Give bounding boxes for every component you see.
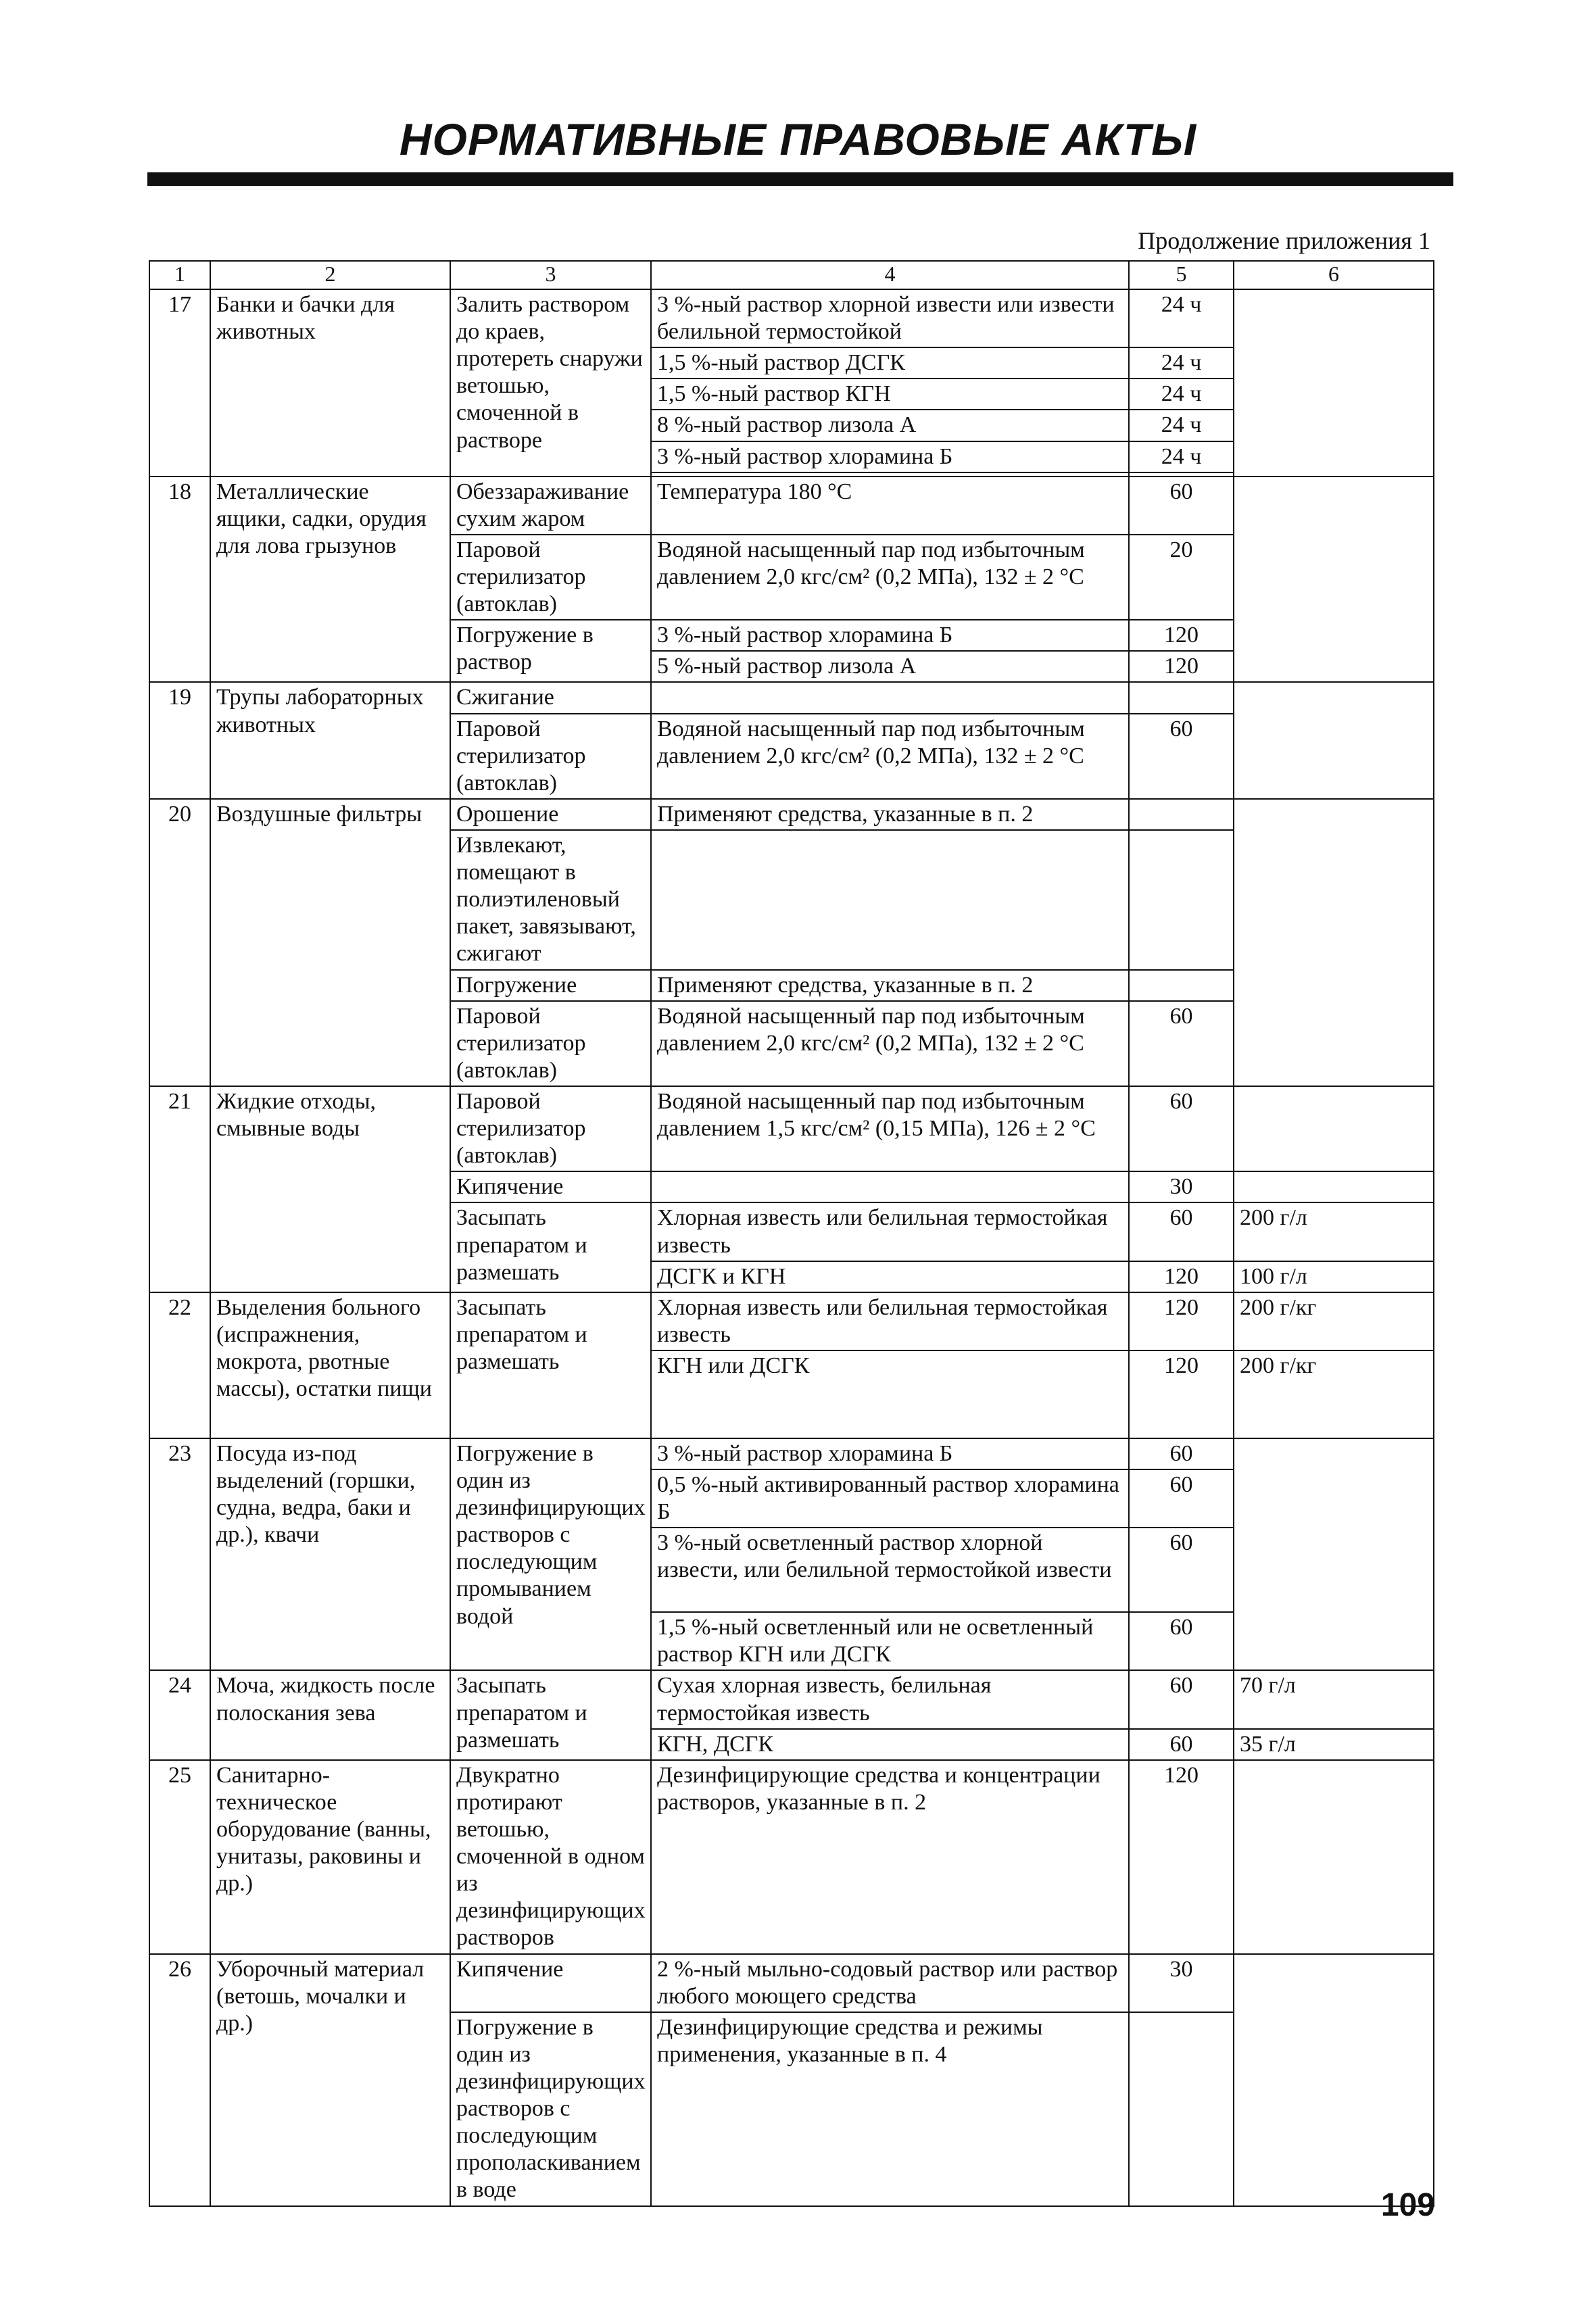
table-cell: Моча, жидкость после полоскания зева	[210, 1670, 450, 1759]
table-cell: Воздушные фильтры	[210, 799, 450, 1086]
table-row	[149, 1954, 1434, 2012]
table-cell: Водяной насыщенный пар под избыточным давлением 2,0 кгс/см² (0,2 МПа), 132 ± 2 °С	[651, 714, 1129, 799]
table-body	[149, 289, 1434, 2206]
table-cell: Извлекают, помещают в полиэтиленовый пакет, завязывают, сжигают	[450, 830, 651, 970]
table-cell: КГН или ДСГК	[651, 1350, 1129, 1438]
table-cell: Водяной насыщенный пар под избыточным давлением 2,0 кгс/см² (0,2 МПа), 132 ± 2 °С	[651, 1001, 1129, 1086]
table-row	[149, 682, 1434, 713]
table-row	[149, 1670, 1434, 1728]
table-cell: 120	[1129, 1760, 1234, 1954]
table-row	[149, 1086, 1434, 1171]
table-cell	[651, 1171, 1129, 1202]
table-cell: 18	[149, 477, 210, 683]
table-cell: 25	[149, 1760, 210, 1954]
page-header-title: НОРМАТИВНЫЕ ПРАВОВЫЕ АКТЫ	[399, 114, 1197, 164]
table-header-row	[149, 261, 1434, 289]
table-cell: 26	[149, 1954, 210, 2206]
table-cell: 60	[1129, 1729, 1234, 1760]
column-header: 2	[210, 261, 450, 289]
table-cell	[1234, 289, 1434, 477]
table-row	[149, 799, 1434, 830]
table-cell: 120	[1129, 1350, 1234, 1438]
table-cell: Дезинфицирующие средства и режимы применения, указанные в п. 4	[651, 2012, 1129, 2206]
table-cell	[651, 830, 1129, 970]
table-cell: Паровой стерилизатор (автоклав)	[450, 714, 651, 799]
table-cell: Погружение в один из дезинфицирующих растворов с последующим прополаскиванием в воде	[450, 2012, 651, 2206]
table-cell: Засыпать препаратом и размешать	[450, 1202, 651, 1292]
page-number: 109	[1380, 2187, 1435, 2223]
table-cell: 60	[1129, 1438, 1234, 1469]
column-header: 1	[149, 261, 210, 289]
table-cell: 20	[1129, 535, 1234, 620]
table-cell: Засыпать препаратом и размешать	[450, 1670, 651, 1759]
table-cell: Металлические ящики, садки, орудия для лова грызунов	[210, 477, 450, 683]
table-row	[149, 477, 1434, 535]
table-cell	[1234, 1760, 1434, 1954]
table-cell: 60	[1129, 1202, 1234, 1261]
table-cell: Сухая хлорная известь, белильная термостойкая известь	[651, 1670, 1129, 1728]
table-cell: 120	[1129, 1292, 1234, 1350]
table-cell: 24 ч	[1129, 410, 1234, 441]
table-cell: 70 г/л	[1234, 1670, 1434, 1728]
table-cell: 60	[1129, 1001, 1234, 1086]
table-cell: Паровой стерилизатор (автоклав)	[450, 535, 651, 620]
column-header: 3	[450, 261, 651, 289]
table-cell: Применяют средства, указанные в п. 2	[651, 970, 1129, 1001]
table-cell	[1234, 1438, 1434, 1671]
table-cell: Применяют средства, указанные в п. 2	[651, 799, 1129, 830]
table-cell	[1129, 682, 1234, 713]
table-cell	[1234, 1171, 1434, 1202]
table-cell: Засыпать препаратом и размешать	[450, 1292, 651, 1438]
column-header: 5	[1129, 261, 1234, 289]
table-cell: 100 г/л	[1234, 1261, 1434, 1292]
table-cell: Кипячение	[450, 1171, 651, 1202]
table-cell: 5 %-ный раствор лизола А	[651, 651, 1129, 682]
table-cell: 24 ч	[1129, 379, 1234, 410]
table-cell: Паровой стерилизатор (автоклав)	[450, 1001, 651, 1086]
table-cell	[1234, 682, 1434, 798]
table-cell	[1234, 1954, 1434, 2206]
table-cell: 24 ч	[1129, 441, 1234, 472]
table-cell: 60	[1129, 714, 1234, 799]
column-header: 6	[1234, 261, 1434, 289]
table-cell: Уборочный материал (ветошь, мочалки и др.)	[210, 1954, 450, 2206]
table-cell	[651, 682, 1129, 713]
table-cell: Погружение в раствор	[450, 620, 651, 682]
table-cell: 1,5 %-ный раствор КГН	[651, 379, 1129, 410]
table-cell: Водяной насыщенный пар под избыточным давлением 1,5 кгс/см² (0,15 МПа), 126 ± 2 °С	[651, 1086, 1129, 1171]
table-cell: Хлорная известь или белильная термостойкая известь	[651, 1202, 1129, 1261]
table-cell: Трупы лабораторных животных	[210, 682, 450, 798]
table-cell: 21	[149, 1086, 210, 1292]
table-cell: 19	[149, 682, 210, 798]
table-cell	[1129, 970, 1234, 1001]
header-rule	[147, 172, 1453, 186]
table-cell: Кипячение	[450, 1954, 651, 2012]
table-cell: 3 %-ный раствор хлорамина Б	[651, 1438, 1129, 1469]
table-cell: 2 %-ный мыльно-содовый раствор или раствор любого моющего средства	[651, 1954, 1129, 2012]
column-header: 4	[651, 261, 1129, 289]
table-cell: 8 %-ный раствор лизола А	[651, 410, 1129, 441]
table-cell: 60	[1129, 1612, 1234, 1670]
table-cell	[1129, 830, 1234, 970]
table-cell: 200 г/л	[1234, 1202, 1434, 1261]
table-cell: Двукратно протирают ветошью, смоченной в одном из дезинфицирующих растворов	[450, 1760, 651, 1954]
table-cell	[1129, 2012, 1234, 2206]
table-cell: 17	[149, 289, 210, 477]
table-cell: 3 %-ный раствор хлорной извести или извести белильной термостойкой	[651, 289, 1129, 347]
table-cell	[1234, 1086, 1434, 1171]
table-cell: Паровой стерилизатор (автоклав)	[450, 1086, 651, 1171]
table-cell	[1234, 477, 1434, 683]
table-cell: Выделения больного (испражнения, мокрота, рвотные массы), остатки пищи	[210, 1292, 450, 1438]
table-cell: 3 %-ный раствор хлорамина Б	[651, 620, 1129, 651]
table-cell: 23	[149, 1438, 210, 1671]
table-cell: Температура 180 °С	[651, 477, 1129, 535]
table-cell: 60	[1129, 1469, 1234, 1528]
table-cell: 1,5 %-ный осветленный или не осветленный раствор КГН или ДСГК	[651, 1612, 1129, 1670]
table-cell: 120	[1129, 651, 1234, 682]
table-cell: 0,5 %-ный активированный раствор хлорамина Б	[651, 1469, 1129, 1528]
table-cell: 1,5 %-ный раствор ДСГК	[651, 347, 1129, 379]
table-cell: 24 ч	[1129, 347, 1234, 379]
table-row	[149, 1760, 1434, 1954]
table-cell: Сжигание	[450, 682, 651, 713]
table-cell: Банки и бачки для животных	[210, 289, 450, 477]
table-cell: Жидкие отходы, смывные воды	[210, 1086, 450, 1292]
table-cell: 60	[1129, 1670, 1234, 1728]
table-cell: Посуда из-под выделений (горшки, судна, ведра, баки и др.), квачи	[210, 1438, 450, 1671]
table-row	[149, 289, 1434, 347]
table-cell: КГН, ДСГК	[651, 1729, 1129, 1760]
table-cell: 30	[1129, 1954, 1234, 2012]
table-cell: 35 г/л	[1234, 1729, 1434, 1760]
table-cell: ДСГК и КГН	[651, 1261, 1129, 1292]
table-cell: 60	[1129, 477, 1234, 535]
table-cell: 60	[1129, 1086, 1234, 1171]
table-cell	[1129, 799, 1234, 830]
table-cell: Обеззараживание сухим жаром	[450, 477, 651, 535]
table-cell: Залить раствором до краев, протереть снаружи ветошью, смоченной в растворе	[450, 289, 651, 477]
table-cell: 60	[1129, 1528, 1234, 1612]
disinfection-table	[149, 260, 1434, 2207]
table-cell: 24 ч	[1129, 289, 1234, 347]
table-cell: 200 г/кг	[1234, 1350, 1434, 1438]
table-cell: Дезинфицирующие средства и концентрации растворов, указанные в п. 2	[651, 1760, 1129, 1954]
table-cell: 120	[1129, 620, 1234, 651]
table-cell: Погружение	[450, 970, 651, 1001]
table-cell: 3 %-ный осветленный раствор хлорной извести, или белильной термостойкой извести	[651, 1528, 1129, 1612]
table-cell: Орошение	[450, 799, 651, 830]
table-row	[149, 1292, 1434, 1350]
table-row	[149, 1438, 1434, 1469]
table-cell: 20	[149, 799, 210, 1086]
continuation-note: Продолжение приложения 1	[1138, 227, 1430, 254]
table-cell: 24	[149, 1670, 210, 1759]
table-cell: Погружение в один из дезинфицирующих растворов с последующим промыванием водой	[450, 1438, 651, 1671]
table-cell: Хлорная известь или белильная термостойкая известь	[651, 1292, 1129, 1350]
table-cell: Водяной насыщенный пар под избыточным давлением 2,0 кгс/см² (0,2 МПа), 132 ± 2 °С	[651, 535, 1129, 620]
table-cell: 22	[149, 1292, 210, 1438]
table-cell	[1234, 799, 1434, 1086]
table-cell: 30	[1129, 1171, 1234, 1202]
table-cell: 3 %-ный раствор хлорамина Б	[651, 441, 1129, 472]
table-cell: 120	[1129, 1261, 1234, 1292]
table-cell: Санитарно-техническое оборудование (ванны, унитазы, раковины и др.)	[210, 1760, 450, 1954]
table-cell: 200 г/кг	[1234, 1292, 1434, 1350]
